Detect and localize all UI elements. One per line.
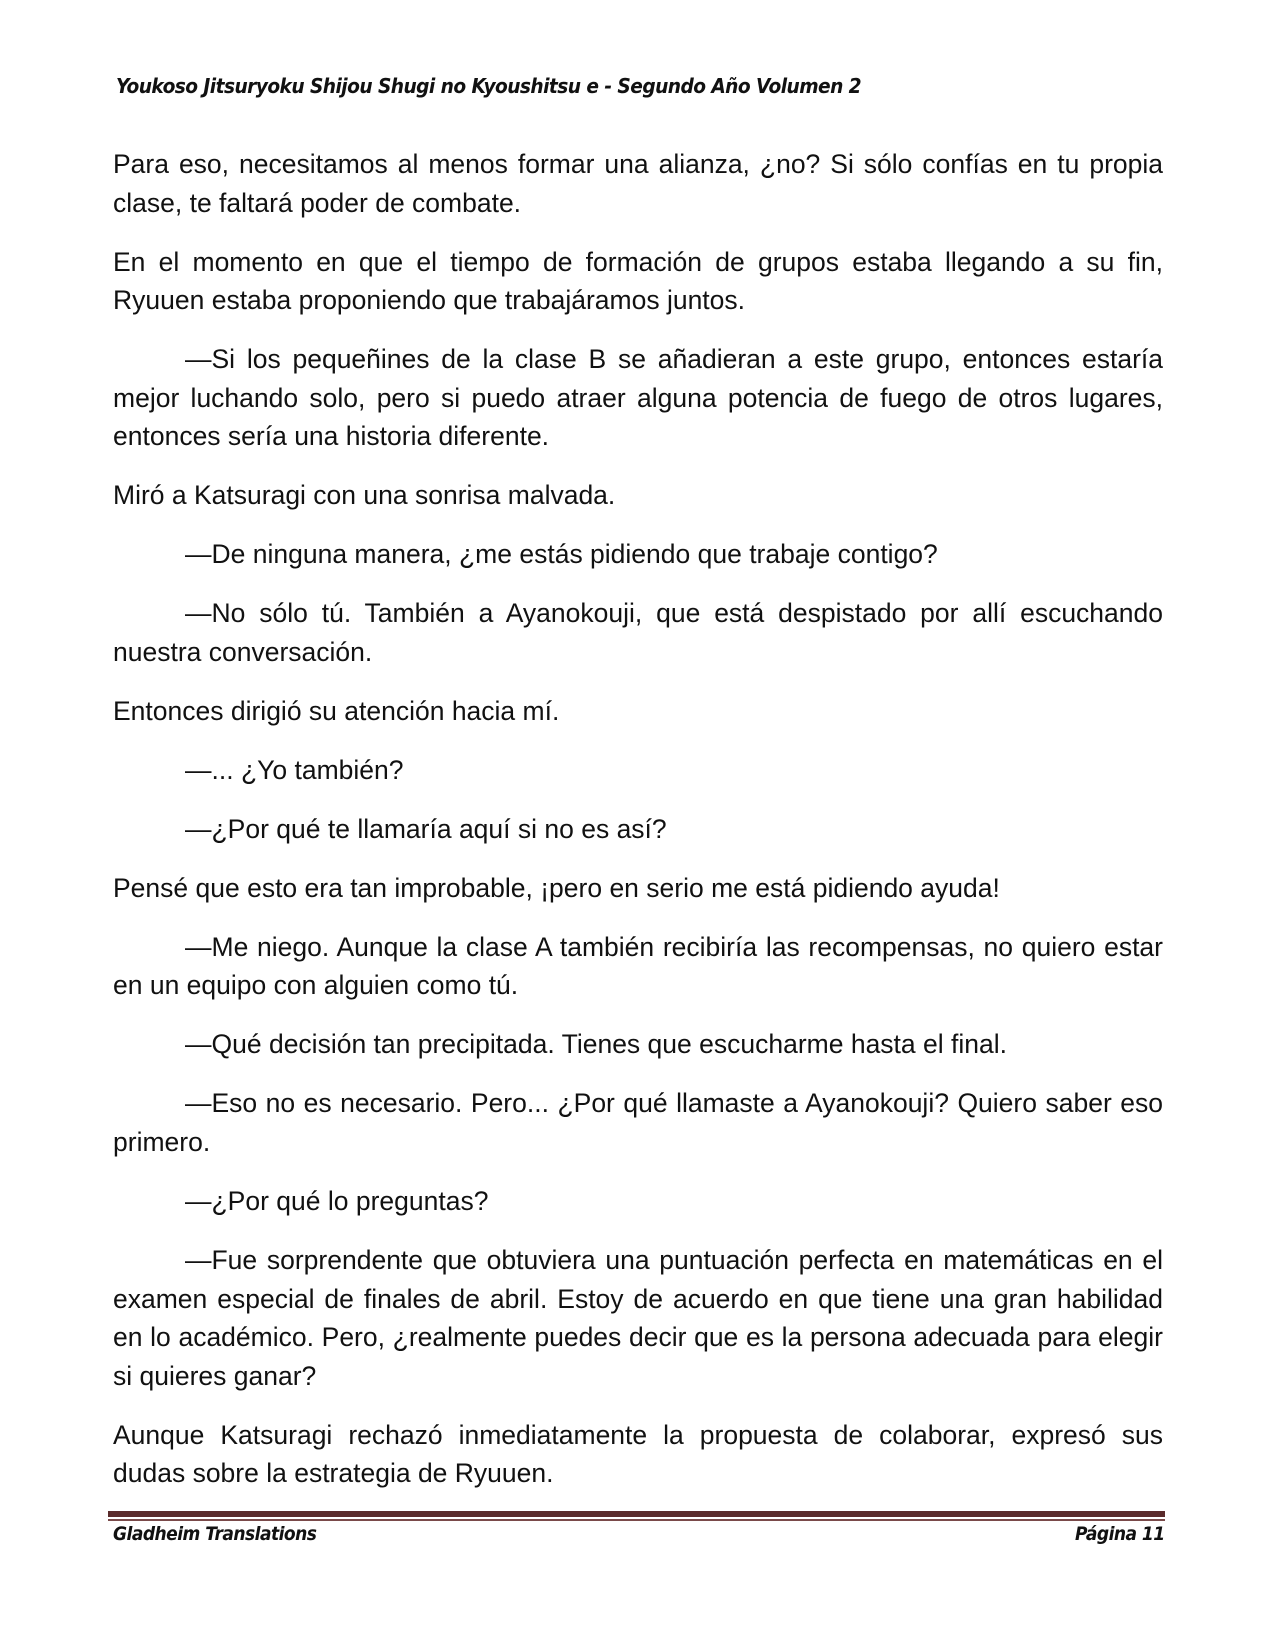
dialogue-paragraph: —¿Por qué te llamaría aquí si no es así? bbox=[185, 813, 667, 844]
dialogue-paragraph: —Eso no es necesario. Pero... ¿Por qué llamaste a Ayanokouji? Quiero saber eso primero. bbox=[113, 1088, 1163, 1157]
dialogue-paragraph: —¿Por qué lo preguntas? bbox=[185, 1185, 489, 1216]
dialogue-paragraph: —... ¿Yo también? bbox=[185, 754, 404, 785]
body-text bbox=[113, 145, 1163, 1513]
dialogue-paragraph: —De ninguna manera, ¿me estás pidiendo que trabaje contigo? bbox=[185, 539, 938, 570]
paragraph: Aunque Katsuragi rechazó inmediatamente la propuesta de colaborar, expresó sus dudas sobre la estrategia de Ryuuen. bbox=[113, 1419, 1163, 1489]
dialogue-paragraph: —Me niego. Aunque la clase A también recibiría las recompensas, no quiero estar en un equipo con alguien como tú. bbox=[113, 931, 1163, 1001]
footer-divider-thin bbox=[108, 1519, 1165, 1521]
footer-credit: Gladheim Translations bbox=[113, 1523, 317, 1545]
paragraph: Pensé que esto era tan improbable, ¡pero en serio me está pidiendo ayuda! bbox=[113, 872, 1000, 903]
dialogue-paragraph: —Si los pequeñines de la clase B se añadieran a este grupo, entonces estaría mejor luchando solo, pero si puedo atraer alguna potencia de fuego de otros lugares, entonces sería una historia diferente. bbox=[113, 344, 1163, 452]
page-number: Página 11 bbox=[1075, 1523, 1165, 1545]
footer-divider bbox=[108, 1511, 1165, 1517]
paragraph: En el momento en que el tiempo de formación de grupos estaba llegando a su fin, Ryuuen estaba proponiendo que trabajáramos juntos. bbox=[113, 246, 1163, 316]
paragraph: Para eso, necesitamos al menos formar una alianza, ¿no? Si sólo confías en tu propia clase, te faltará poder de combate. bbox=[113, 149, 1163, 218]
paragraph: Miró a Katsuragi con una sonrisa malvada. bbox=[113, 480, 616, 511]
dialogue-paragraph: —Qué decisión tan precipitada. Tienes que escucharme hasta el final. bbox=[185, 1029, 1007, 1060]
running-header-title: Youkoso Jitsuryoku Shijou Shugi no Kyoushitsu e - Segundo Año Volumen 2 bbox=[116, 74, 862, 98]
dialogue-paragraph: —Fue sorprendente que obtuviera una puntuación perfecta en matemáticas en el examen especial de finales de abril. Estoy de acuerdo en que tiene una gran habilidad en lo académico. Pero, ¿realmente puedes decir que es la persona adecuada para elegir si quieres ganar? bbox=[113, 1244, 1163, 1391]
paragraph: Entonces dirigió su atención hacia mí. bbox=[113, 695, 560, 726]
dialogue-paragraph: —No sólo tú. También a Ayanokouji, que está despistado por allí escuchando nuestra conversación. bbox=[113, 598, 1163, 667]
